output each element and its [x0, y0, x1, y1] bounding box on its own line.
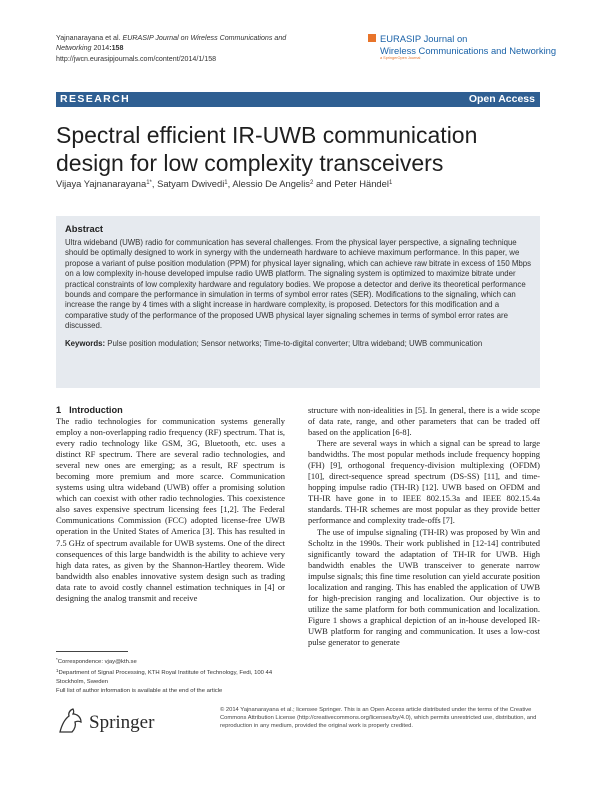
body-column-left — [56, 404, 285, 604]
correspondence-note — [56, 656, 288, 667]
author-info-note: Full list of author information is available at the end of the article — [56, 687, 223, 694]
paragraph: There are several ways in which a signal can be spread to large bandwidths. The most popular methods include frequency hopping (FH) [9], orthogonal frequency-division multiplexing (OFDM) [10], direct-sequence spread spectrum (DS-SS) [11], and time-hopping impulse radio (TH-IR) [12]. UWB based on OFDM and TH-IR have gone in to IEEE 802.15.3a and IEEE 802.15.4a standards. TH-IR schemes are most popular as they provide better performance and complexity trade-offs [7]. — [308, 438, 540, 526]
section-title: Introduction — [69, 405, 123, 415]
citation-journal: EURASIP Journal on Wireless Communications and Networking — [56, 34, 287, 53]
abstract-box — [56, 216, 540, 388]
footnote-marker: * — [56, 657, 58, 662]
body-column-right — [308, 405, 540, 648]
journal-title-line-2: Wireless Communications and Networking — [380, 44, 557, 56]
footnotes — [56, 656, 288, 696]
paragraph: structure with non-idealities in [5]. In general, there is a wide scope of data rate, range, and other parameters that can be traded off based on the application [6-8]. — [308, 405, 540, 438]
article-type-band — [56, 92, 540, 107]
abstract-text: Ultra wideband (UWB) radio for communication has several challenges. From the physical layer perspective, a signaling technique should be optimally designed to work in synergy with the underneath hardware to achieve maximum performance. In this paper, we propose a variant of pulse position modulation (PPM) for physical layer signaling, which can achieve raw bitrate in excess of 150 Mbps on a low complexity in-house developed impulse radio UWB platform. The signaling system is optimized to maximize bitrate under practical constraints of low complexity hardware and regulatory bodies. We propose a detector and derive its theoretical performance bounds and compare the performance in simulation in terms of symbol error rates (SER). Modifications to the signaling, which can increase the range by 4 times with a slight increase in hardware complexity, is proposed. Detectors for this modification and a comparative study of the performance of the proposed UWB physical layer signaling schemes in terms of symbol error rates are discussed. — [65, 238, 532, 331]
springer-horse-icon — [56, 706, 86, 736]
paper-title: Spectral efficient IR-UWB communication design for low complexity transceivers — [56, 122, 478, 176]
journal-subtitle: a SpringerOpen Journal — [380, 56, 421, 60]
affiliation-note — [56, 667, 288, 687]
author-separator: , — [151, 178, 158, 189]
affiliation-text: Department of Signal Processing, KTH Royal Institute of Technology, Fedi, 100 44 Stockholm, Sweden — [56, 669, 273, 685]
citation-year: 2014 — [93, 44, 110, 53]
springeropen-square-icon — [368, 34, 376, 42]
citation-article: :158 — [109, 44, 124, 53]
footnote-marker: 1 — [56, 667, 59, 673]
abstract-heading: Abstract — [65, 223, 104, 234]
keywords-list: Pulse position modulation; Sensor networks; Time-to-digital converter; Ultra wideband; UWB communication — [107, 338, 483, 348]
license-text: © 2014 Yajnanarayana et al.; licensee Springer. This is an Open Access article distributed under the terms of the Creative Commons Attribution License (http://creativecommons.org/licenses/by/4.0), which permits unrestricted use, distribution, and reproduction in any medium, provided the original work is properly credited. — [220, 707, 537, 730]
author-separator: , — [227, 178, 233, 189]
author-affiliation-sup: 1 — [388, 180, 393, 186]
author-separator: and — [313, 178, 335, 189]
author-affiliation-sup: 2 — [310, 180, 314, 186]
footnote-divider — [56, 651, 128, 652]
author-affiliation-sup: 1 — [224, 180, 228, 186]
author-name: Vijaya Yajnanarayana — [56, 178, 147, 189]
springer-logo — [56, 706, 216, 740]
keywords — [65, 339, 532, 349]
citation-line-1 — [56, 33, 316, 54]
journal-title-line-1: EURASIP Journal on — [380, 33, 468, 44]
author-name: Peter Händel — [334, 178, 389, 189]
author-name: Satyam Dwivedi — [157, 178, 225, 189]
author-list — [56, 178, 536, 189]
citation-authors: Yajnanarayana et al. — [56, 34, 121, 42]
open-access-label: Open Access — [468, 93, 535, 105]
springer-wordmark: Springer — [89, 712, 155, 733]
journal-title — [380, 33, 556, 56]
paragraph: The use of impulse signaling (TH-IR) was proposed by Win and Scholtz in the 1990s. Their work published in [12-14] contributed significantly toward the adaptation of TH-IR for UWB. High bandwidth enables the UWB transceiver to generate narrow impulse signals; this fine time resolution can yield accurate position localization and ranging. This has enabled the application of UWB for high-precision ranging and localization. Our objective is to utilize the same platform for both communication and localization. Figure 1 shows a graphical depiction of an in-house developed IR-UWB platform for ranging and communication. It uses a low-cost pulse generator to generate — [308, 526, 540, 647]
keywords-label: Keywords: — [65, 338, 106, 348]
author-name: Alessio De Angelis — [232, 178, 310, 189]
citation-url[interactable]: http://jwcn.eurasipjournals.com/content/2014/1/158 — [56, 54, 217, 63]
article-type-label: RESEARCH — [60, 93, 131, 105]
section-heading — [56, 404, 285, 416]
paragraph: The radio technologies for communication systems generally employ a non-overlapping radio frequency (RF) spectrum. That is, every radio technology like GSM, 3G, Bluetooth, etc. uses a distinct RF spectrum. There are several radio technologies, and several new ones are emerging; as a result, RF spectrum is becoming more premium and more scarce. Communication systems using ultra wideband (UWB) offer a promising solution which can coexist with other radio technologies. This coexistence also saves expensive spectrum licensing fees [1,2]. The Federal Communications Commission (FCC) adopted license-free UWB operation in the United States of America [3]. This has resulted in 7.5 GHz of spectrum available for UWB systems. One of the direct consequences of this large bandwidth is the ability to achieve very high data rates, as given by the Shannon-Hartley theorem. Wide bandwidth also enables innovative system design such as trading data rate to avoid costly channel estimation techniques in [4] or designing the analog transmit and receive — [56, 416, 285, 603]
citation-header — [56, 33, 316, 64]
correspondence-email[interactable]: Correspondence: vjay@kth.se — [57, 659, 137, 665]
section-number: 1 — [56, 405, 62, 415]
author-affiliation-sup: 1* — [146, 180, 152, 186]
